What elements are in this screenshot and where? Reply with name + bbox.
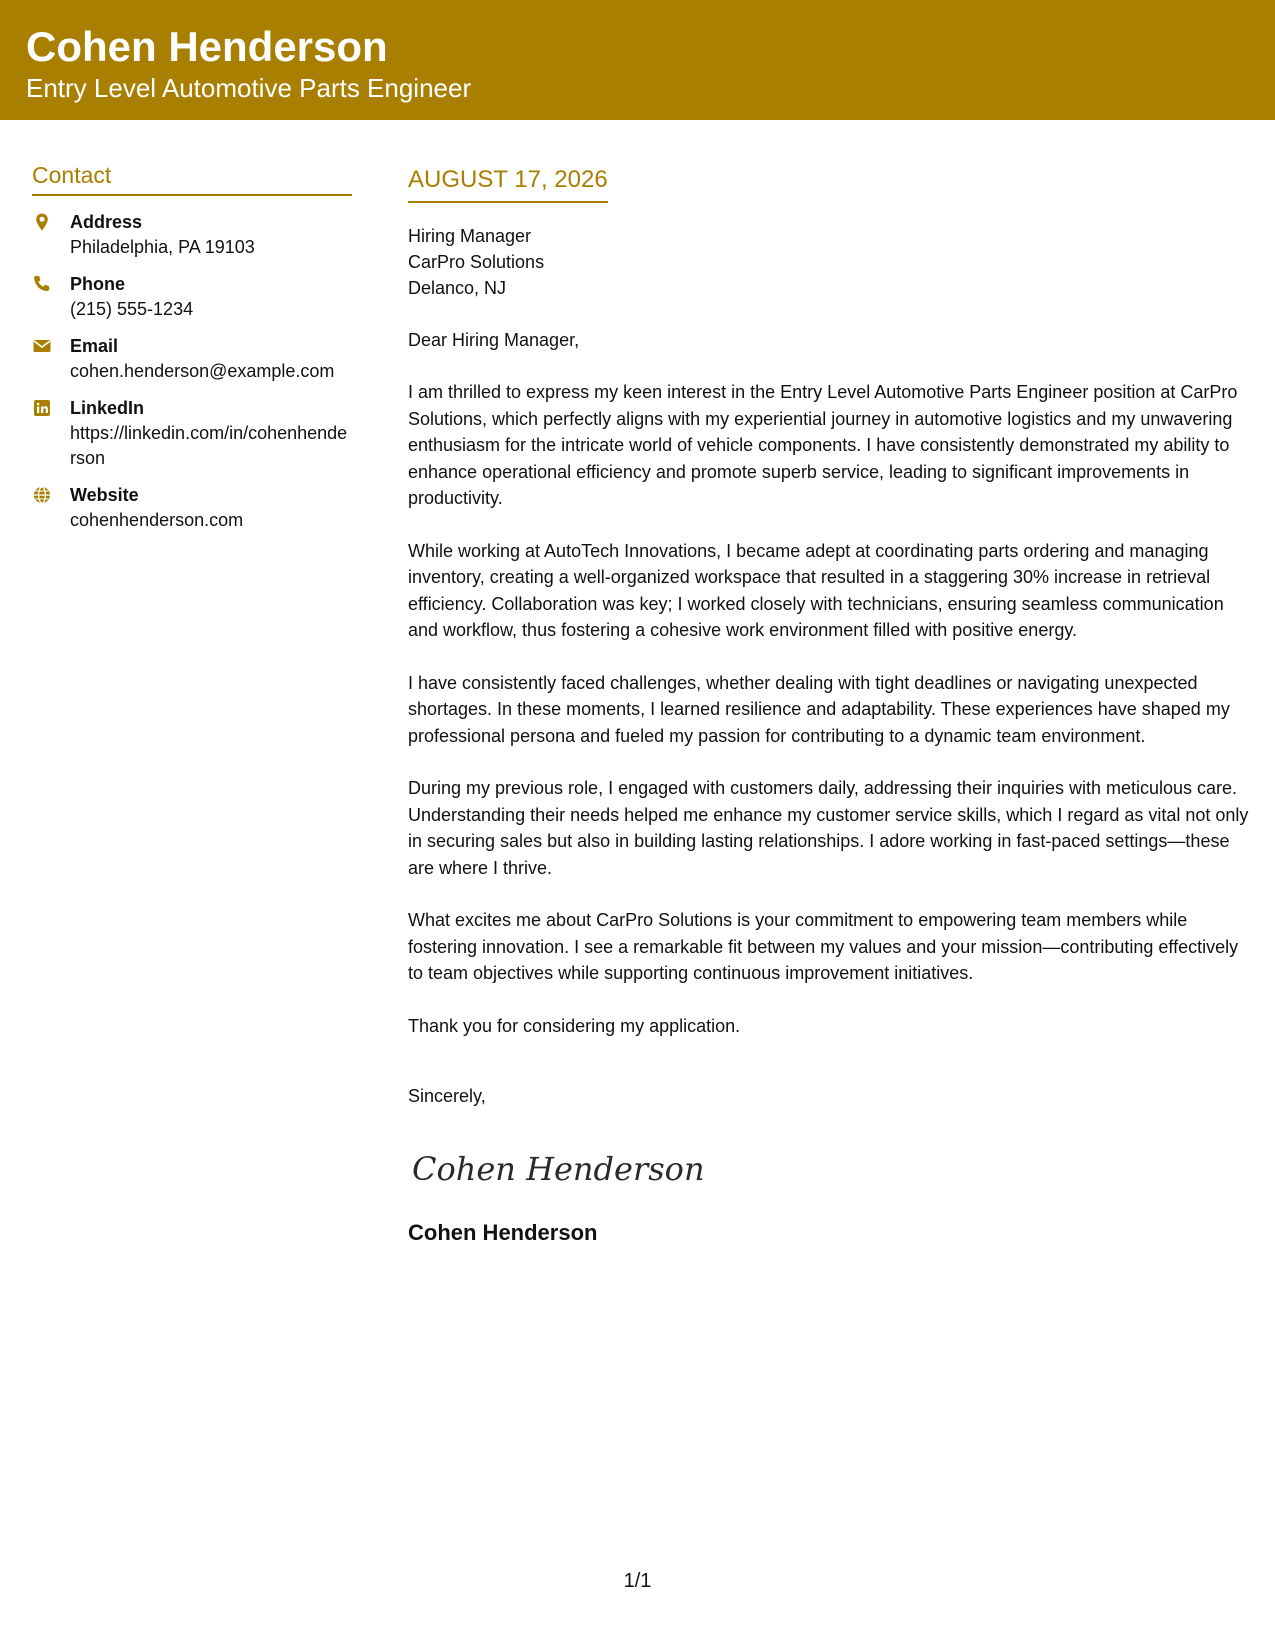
contact-sidebar	[32, 162, 352, 545]
recipient-block	[408, 223, 1250, 301]
phone-icon	[32, 274, 52, 294]
letter-body	[408, 166, 1250, 1246]
globe-icon	[32, 485, 52, 505]
contact-label: Website	[70, 484, 139, 505]
signature	[408, 1138, 1250, 1198]
contact-email	[32, 334, 352, 384]
contact-label: LinkedIn	[70, 397, 145, 418]
contact-website	[32, 483, 352, 533]
body-paragraph: While working at AutoTech Innovations, I became adept at coordinating parts ordering and managing inventory, creating a well-organized workspace that resulted in a staggering 30% increase in retrieval efficiency. Collaboration was key; I worked closely with technicians, ensuring seamless communication and workflow, thus fostering a cohesive work environment filled with positive energy.	[408, 540, 1224, 641]
contact-label: Email	[70, 335, 119, 356]
contact-label: Address	[70, 211, 143, 232]
greeting: Dear Hiring Manager,	[408, 329, 580, 350]
body-paragraph: During my previous role, I engaged with customers daily, addressing their inquiries with meticulous care. Understanding their needs helped me enhance my customer service skills, which I regard as vital not only in securing sales but also in building lasting relationships. I adore working in fast-paced settings—these are where I thrive.	[408, 778, 1249, 878]
email-value[interactable]: cohen.henderson@example.com	[70, 360, 335, 381]
recipient-line: CarPro Solutions	[408, 251, 545, 272]
contact-linkedin	[32, 396, 352, 471]
body-paragraph: What excites me about CarPro Solutions is your commitment to empowering team members while fostering innovation. I see a remarkable fit between my values and your mission—contributing effectively to team objectives while supporting continuous improvement initiatives.	[408, 910, 1239, 984]
applicant-name: Cohen Henderson	[26, 23, 388, 70]
contact-heading: Contact	[32, 162, 352, 196]
signoff-name: Cohen Henderson	[408, 1219, 598, 1245]
header-banner	[0, 0, 1275, 120]
contact-address	[32, 210, 352, 260]
page-number: 1/1	[623, 1570, 652, 1592]
closing: Sincerely,	[408, 1086, 486, 1107]
contact-label: Phone	[70, 273, 126, 294]
contact-phone	[32, 272, 352, 322]
phone-value[interactable]: (215) 555-1234	[70, 298, 194, 319]
body-paragraph: Thank you for considering my application.	[408, 1015, 741, 1036]
letter-date: AUGUST 17, 2026	[408, 166, 608, 203]
recipient-line: Hiring Manager	[408, 225, 532, 246]
map-pin-icon	[32, 212, 52, 232]
address-value: Philadelphia, PA 19103	[70, 236, 255, 257]
body-paragraph: I am thrilled to express my keen interest in the Entry Level Automotive Parts Engineer position at CarPro Solutions, which perfectly aligns with my experiential journey in automotive logistics and my unwavering enthusiasm for the intricate world of vehicle components. I have consistently demonstrated my ability to enhance operational efficiency and promote superb service, leading to significant improvements in productivity.	[408, 382, 1238, 509]
linkedin-icon	[32, 398, 52, 418]
recipient-line: Delanco, NJ	[408, 277, 507, 298]
body-paragraph: I have consistently faced challenges, whether dealing with tight deadlines or navigating unexpected shortages. In these moments, I learned resilience and adaptability. These experiences have shaped my professional persona and fueled my passion for contributing to a dynamic team environment.	[408, 672, 1230, 746]
signature-text: Cohen Henderson	[412, 1149, 705, 1188]
envelope-icon	[32, 336, 52, 356]
job-title: Entry Level Automotive Parts Engineer	[26, 73, 472, 103]
linkedin-value[interactable]: https://linkedin.com/in/cohenhenderson	[70, 422, 348, 468]
website-value[interactable]: cohenhenderson.com	[70, 509, 244, 530]
